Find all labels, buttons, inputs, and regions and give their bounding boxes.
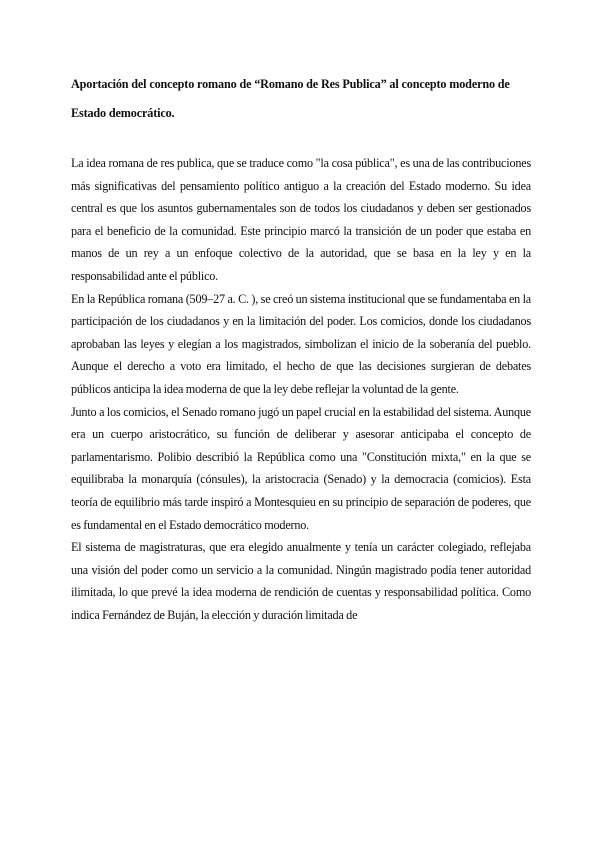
document-body: [71, 152, 531, 626]
paragraph-republica-romana: En la República romana (509–27 a. C. ), se creó un sistema institucional que se fundamentaba en la participación de los ciudadanos y en la limitación del poder. Los comicios, donde los ciudadanos aprobaban las leyes y elegían a los magistrados, simbolizan el inicio de la soberanía del pueblo. Aunque el derecho a voto era limitado, el hecho de que las decisiones surgieran de debates públicos anticipa la idea moderna de que la ley debe reflejar la voluntad de la gente.: [71, 291, 531, 396]
paragraph-magistraturas: El sistema de magistraturas, que era elegido anualmente y tenía un carácter colegiado, reflejaba una visión del poder como un servicio a la comunidad. Ningún magistrado podía tener autoridad ilimitada, lo que prevé la idea moderna de rendición de cuentas y responsabilidad política. Como indica Fernández de Buján, la elección y duración limitada de: [71, 540, 531, 622]
paragraph-res-publica: La idea romana de res publica, que se traduce como "la cosa pública", es una de las contribuciones más significativas del pensamiento político antiguo a la creación del Estado moderno. Su idea central es que los asuntos gubernamentales son de todos los ciudadanos y deben ser gestionados para el beneficio de la comunidad. Este principio marcó la transición de un poder que estaba en manos de un rey a un enfoque colectivo de la autoridad, que se basa en la ley y en la responsabilidad ante el público.: [71, 156, 531, 283]
paragraph-senado: Junto a los comicios, el Senado romano jugó un papel crucial en la estabilidad del sistema. Aunque era un cuerpo aristocrático, su función de deliberar y asesorar anticipaba el concepto de parlamentarismo. Polibio describió la República como una "Constitución mixta," en la que se equilibraba la monarquía (cónsules), la aristocracia (Senado) y la democracia (comicios). Esta teoría de equilibrio más tarde inspiró a Montesquieu en su principio de separación de poderes, que es fundamental en el Estado democrático moderno.: [71, 404, 531, 532]
document-title: Aportación del concepto romano de “Romano de Res Publica” al concepto moderno de Estado democrático.: [71, 77, 510, 120]
